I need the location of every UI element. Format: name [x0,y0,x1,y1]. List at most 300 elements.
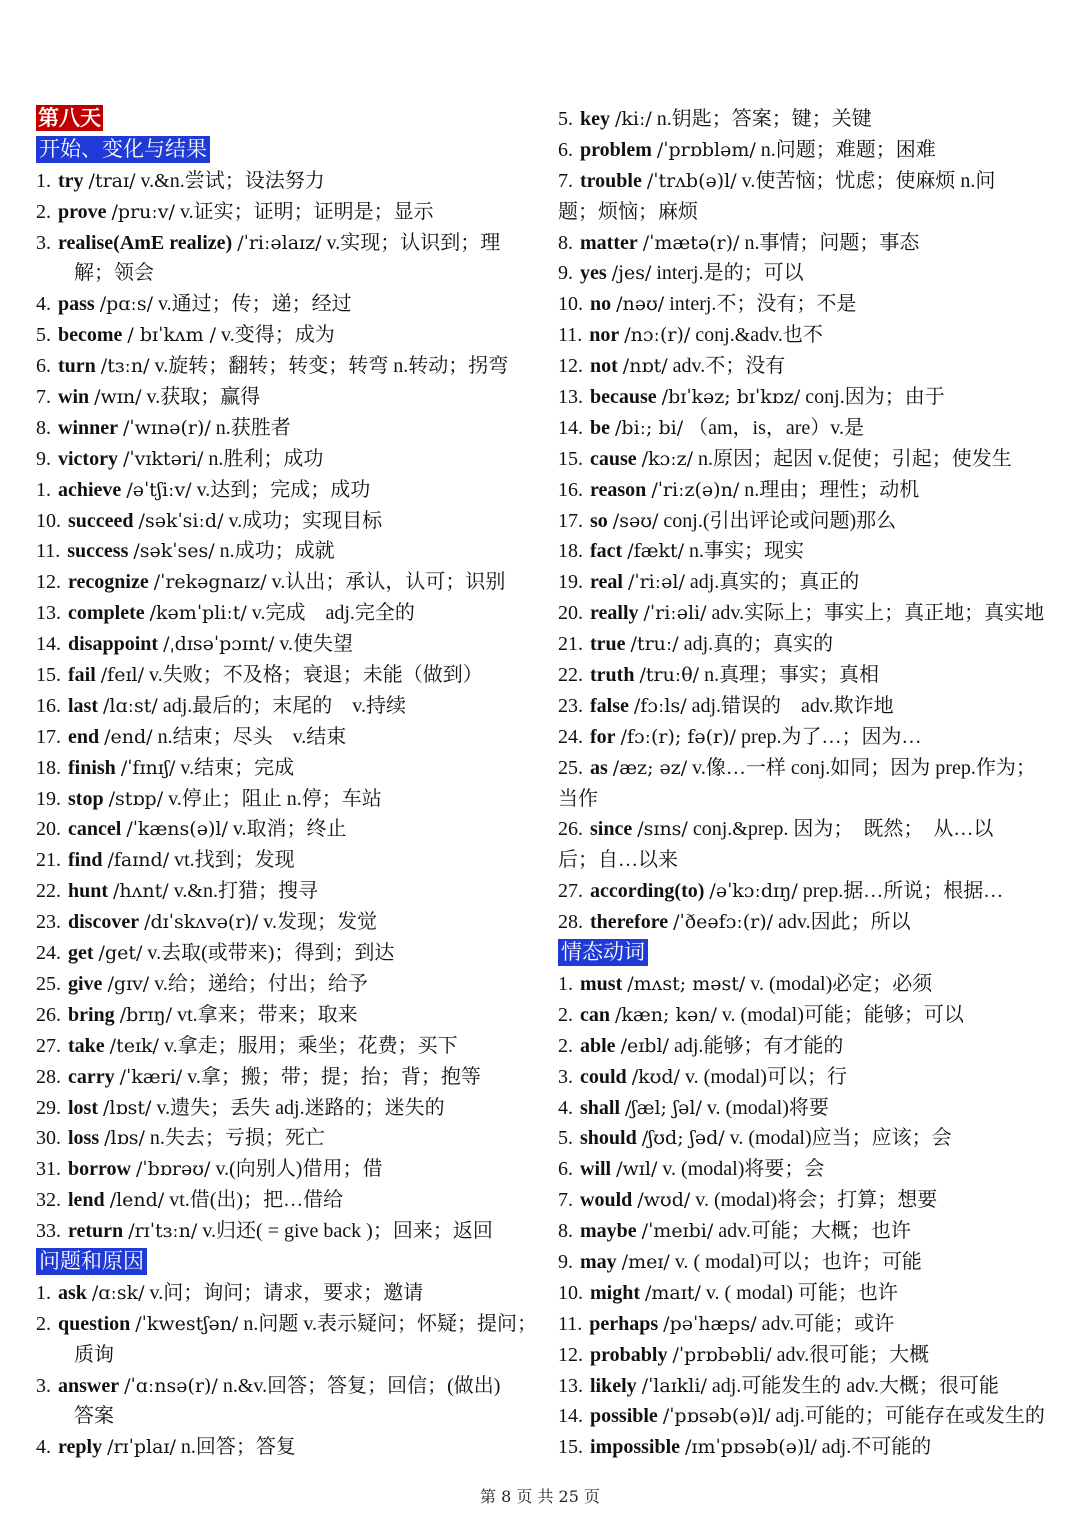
definition: （am，is，are）v.是 [688,416,865,439]
left-column [36,104,536,1463]
phonetic: /ˈrekəgnaɪz/ [153,571,267,594]
definition: v.归还( = give back )；回来；返回 [202,1220,493,1243]
entry-number: 4. [558,1096,573,1119]
headword: victory [58,447,118,470]
definition: 后；自…以来 [558,849,678,872]
definition: v.像…一样 conj.如同；因为 prep.作为； [692,756,1036,779]
definition: n.事实；现实 [689,540,805,563]
definition: v.认出；承认，认可；识别 [271,571,506,594]
definition: n.成功；成就 [219,540,335,563]
phonetic: /rɪˈtɜːn/ [128,1220,198,1243]
definition: n.回答；答复 [180,1436,296,1459]
definition: n.结束；尽头 v.结束 [157,725,347,748]
vocab-entry [558,629,1058,660]
phonetic: /ˈriːəlaɪz/ [237,231,322,254]
vocab-entry [558,444,1058,475]
entry-number: 6. [558,1158,573,1181]
headword: matter [580,231,638,254]
headword: will [580,1158,612,1181]
definition: adj.能够；有才能的 [673,1034,844,1057]
vocab-entry-continuation [36,1340,536,1371]
vocab-entry [36,784,536,815]
phonetic: /ˈmeɪbi/ [641,1220,714,1243]
phonetic: /kiː/ [615,108,652,130]
vocab-entry [558,1216,1058,1247]
vocab-entry [36,197,536,228]
headword: maybe [580,1220,637,1243]
definition: n.原因；起因 v.促使；引起；使发生 [698,447,1012,470]
phonetic: /teɪk/ [109,1034,159,1057]
headword: nor [589,324,620,347]
vocab-entry [36,1123,536,1154]
phonetic: /ɪmˈpɒsəb(ə)l/ [685,1436,817,1459]
vocab-entry [558,1154,1058,1185]
entry-number: 1. [36,169,51,192]
phonetic: /mʌst; məst/ [627,972,746,995]
phonetic: /lɒs/ [104,1127,145,1150]
phonetic: /pɑːs/ [99,293,153,316]
vocab-entry [36,1000,536,1031]
phonetic: /kɔːz/ [641,447,694,470]
entry-number: 23. [558,694,583,717]
entry-number: 26. [36,1003,61,1026]
phonetic: /wɪn/ [94,386,142,409]
vocab-entry-continuation [36,258,536,289]
vocab-entry [558,506,1058,537]
definition: v.获取；赢得 [146,386,261,409]
entry-number: 18. [36,756,61,779]
definition: conj.因为；由于 [805,386,945,409]
definition: interj.不；没有；不是 [669,293,857,316]
entry-number: 8. [558,1220,573,1243]
headword: so [590,509,608,532]
phonetic: /ˈpɒsəb(ə)l/ [662,1405,771,1428]
definition: v.遗失；丢失 adj.迷路的；迷失的 [156,1096,445,1119]
vocab-entry [36,567,536,598]
headword: end [68,725,100,748]
headword: no [590,293,612,316]
entry-number: 3. [36,231,51,254]
definition: adv.因此；所以 [778,911,911,934]
headword: bring [68,1003,115,1026]
headword: give [68,972,103,995]
headword: reply [58,1436,103,1459]
entry-number: 5. [558,108,573,130]
vocab-entry [558,1371,1058,1402]
vocab-entry [36,1062,536,1093]
phonetic: /əˈkɔːdɪŋ/ [709,880,798,903]
definition: n.理由；理性；动机 [744,478,920,501]
definition: v.变得；成为 [221,324,335,347]
entry-number: 4. [36,1436,51,1459]
phonetic: /jes/ [611,262,652,285]
definition: vt.找到；发现 [174,849,295,872]
vocab-entry-continuation [558,845,1058,876]
vocab-entry [558,567,1058,598]
headword: might [590,1281,640,1304]
vocab-list-questions-reasons [36,1278,536,1463]
phonetic: /fɔː(r); fə(r)/ [620,725,736,748]
definition: adj.真实的；真正的 [689,571,860,594]
definition: v.实现；认识到；理 [326,231,501,254]
entry-number: 12. [558,355,583,378]
headword: can [580,1003,610,1026]
headword: truth [590,664,635,687]
definition: conj.&adv.也不 [695,324,823,347]
headword: key [580,108,610,130]
entry-number: 31. [36,1158,61,1181]
entry-number: 19. [36,787,61,810]
vocab-entry [36,969,536,1000]
definition: v.取消；终止 [232,818,347,841]
entry-number: 6. [558,138,573,161]
section-heading-row [36,1247,536,1278]
definition: v.达到；完成；成功 [196,478,371,501]
phonetic: /fækt/ [627,540,685,563]
phonetic: /lɑːst/ [103,694,158,717]
phonetic: /gɪv/ [107,972,150,995]
vocab-entry [558,1247,1058,1278]
vocab-entry [36,1031,536,1062]
entry-number: 18. [558,540,583,563]
headword: realise(AmE realize) [58,231,233,254]
definition: v.结束；完成 [180,756,295,779]
headword: perhaps [589,1312,659,1335]
phonetic: /ˈðeəfɔː(r)/ [673,911,774,934]
headword: turn [58,355,96,378]
phonetic: /pəˈhæps/ [663,1312,757,1335]
entry-number: 10. [558,293,583,316]
headword: last [68,694,98,717]
vocab-entry [36,814,536,845]
phonetic: /lend/ [109,1189,165,1212]
phonetic: /ˈtrʌb(ə)l/ [646,169,737,192]
vocab-entry [558,691,1058,722]
phonetic: /ˈfɪnɪʃ/ [120,756,176,779]
phonetic: /səkˈsiːd/ [138,509,224,532]
vocab-entry [36,1093,536,1124]
definition: prep.据…所说；根据… [802,880,1004,903]
phonetic: /ˈwɪnə(r)/ [123,416,211,439]
definition: n.&v.回答；答复；回信；(做出) [222,1374,501,1397]
definition: 答案 [74,1405,114,1428]
headword: really [590,602,639,625]
headword: become [58,324,123,347]
headword: impossible [590,1436,681,1459]
phonetic: /ˈlaɪkli/ [641,1374,707,1397]
vocab-entry [558,475,1058,506]
definition: v.使苦恼；忧虑；使麻烦 n.问 [741,169,996,192]
entry-number: 2. [558,1034,573,1057]
entry-number: 29. [36,1096,61,1119]
phonetic: /maɪt/ [645,1281,701,1304]
entry-number: 7. [558,1189,573,1212]
headword: may [580,1250,617,1273]
section-heading-row [36,135,536,166]
definition: n.问题 v.表示疑问；怀疑；提问； [243,1312,538,1335]
phonetic: /faɪnd/ [107,849,170,872]
entry-number: 7. [558,169,573,192]
entry-number: 23. [36,911,61,934]
headword: borrow [68,1158,131,1181]
entry-number: 2. [558,1003,573,1026]
definition: v.完成 adj.完全的 [251,602,415,625]
headword: lost [68,1096,98,1119]
definition: v.问；询问；请求，要求；邀请 [149,1281,424,1304]
vocab-entry [36,1309,536,1340]
headword: take [68,1034,105,1057]
phonetic: /brɪŋ/ [119,1003,173,1026]
phonetic: /kəmˈpliːt/ [149,602,247,625]
definition: adv.可能；或许 [761,1312,895,1335]
headword: probably [590,1343,668,1366]
entry-number: 7. [36,386,51,409]
entry-number: 25. [36,972,61,995]
phonetic: /nɔː(r)/ [624,324,691,347]
definition: adj.错误的 adv.欺诈地 [691,694,894,717]
headword: cause [590,447,637,470]
definition: v. (modal)将要 [706,1096,829,1119]
vocab-entry [558,536,1058,567]
entry-number: 5. [36,324,51,347]
phonetic: /ˈkwestʃən/ [135,1312,239,1335]
phonetic: /səʊ/ [612,509,659,532]
entry-number: 27. [558,880,583,903]
definition: v. ( modal) 可能；也许 [705,1281,898,1304]
definition: v.停止；阻止 n.停；车站 [168,787,382,810]
phonetic: /sɪns/ [637,818,688,841]
definition: vt.借(出)；把…借给 [169,1189,344,1212]
entry-number: 24. [36,942,61,965]
headword: cancel [68,818,122,841]
headword: achieve [58,478,122,501]
section-title-modal-verbs: 情态动词 [558,939,648,966]
headword: not [590,355,618,378]
definition: v. (modal)将要；会 [662,1158,825,1181]
definition: 解；领会 [74,262,154,285]
entry-number: 22. [558,664,583,687]
entry-number: 24. [558,725,583,748]
phonetic: /biː; bi/ [615,416,684,439]
phonetic: /stɒp/ [108,787,164,810]
entry-number: 1. [36,478,51,501]
vocab-entry [558,1185,1058,1216]
headword: win [58,386,90,409]
entry-number: 1. [36,1281,51,1304]
vocab-entry [558,1309,1058,1340]
vocab-entry [558,413,1058,444]
phonetic: /wɪl/ [616,1158,658,1181]
phonetic: /bɪˈkəz; bɪˈkɒz/ [661,386,801,409]
phonetic: /wʊd/ [637,1189,691,1212]
definition: v.给；递给；付出；给予 [154,972,368,995]
entry-number: 4. [36,293,51,316]
definition: v.(向别人)借用；借 [215,1158,383,1181]
definition: n.真理；事实；真相 [704,664,880,687]
definition: 题；烦恼；麻烦 [558,200,698,223]
phonetic: /ˈɑːnsə(r)/ [124,1374,218,1397]
day-title: 第八天 [38,106,101,130]
vocab-entry [36,598,536,629]
phonetic: /traɪ/ [88,169,136,192]
headword: therefore [590,911,669,934]
entry-number: 6. [36,355,51,378]
phonetic: /get/ [98,942,143,965]
vocab-entry [558,1062,1058,1093]
phonetic: /ˈriːəli/ [643,602,707,625]
vocab-entry [558,1093,1058,1124]
vocab-entry [36,228,536,259]
entry-number: 15. [558,1436,583,1459]
vocab-entry [558,320,1058,351]
phonetic: /ʃʊd; ʃəd/ [641,1127,725,1150]
headword: because [590,386,657,409]
definition: adj.可能的；可能存在或发生的 [775,1405,1045,1428]
phonetic: /ʃæl; ʃəl/ [625,1096,702,1119]
vocab-list-start-change-result [36,166,536,1247]
entry-number: 11. [36,540,61,563]
entry-number: 16. [558,478,583,501]
headword: success [67,540,129,563]
headword: finish [68,756,116,779]
entry-number: 15. [36,664,61,687]
headword: for [590,725,616,748]
page-number-footer: 第 8 页 共 25 页 [480,1487,600,1506]
definition: v. (modal)将会；打算；想要 [695,1189,938,1212]
entry-number: 21. [558,633,583,656]
vocab-entry [36,1371,536,1402]
entry-number: 10. [558,1281,583,1304]
definition: v. ( modal)可以；也许；可能 [674,1250,922,1273]
entry-number: 5. [558,1127,573,1150]
phonetic: /æz; əz/ [612,756,688,779]
entry-number: 20. [558,602,583,625]
definition: conj.&prep. 因为； 既然； 从…以 [692,818,994,841]
headword: discover [68,911,140,934]
entry-number: 9. [558,1250,573,1273]
definition: conj.(引出评论或问题)那么 [663,509,897,532]
definition: n.钥匙；答案；键；关键 [656,108,872,130]
vocab-list-questions-reasons-continued [558,104,1058,938]
vocab-entry [36,475,536,506]
headword: yes [580,262,607,285]
definition: vt.拿来；带来；取来 [177,1003,358,1026]
headword: answer [58,1374,120,1397]
headword: recognize [68,571,149,594]
vocab-entry [558,104,1058,135]
definition: adj.最后的；末尾的 v.持续 [162,694,406,717]
vocab-entry [36,536,536,567]
vocab-entry [558,1401,1058,1432]
phonetic: /səkˈses/ [133,540,215,563]
entry-number: 25. [558,756,583,779]
headword: lend [68,1189,105,1212]
vocab-entry [558,1278,1058,1309]
phonetic: /lɒst/ [103,1096,152,1119]
definition: v.通过；传；递；经过 [157,293,352,316]
vocab-entry [36,289,536,320]
phonetic: /tɜːn/ [100,355,150,378]
vocab-entry [558,166,1058,197]
entry-number: 15. [558,447,583,470]
headword: carry [68,1065,115,1088]
definition: v.拿；搬；带；提；抬；背；抱等 [187,1065,481,1088]
headword: fact [590,540,623,563]
phonetic: /ˈvɪktəri/ [122,447,204,470]
phonetic: /end/ [104,725,153,748]
headword: hunt [68,880,109,903]
vocab-entry [36,1216,536,1247]
entry-number: 17. [558,509,583,532]
phonetic: /ˈprɒbəbli/ [672,1343,772,1366]
definition: adj.不可能的 [821,1436,932,1459]
section-title-questions-reasons: 问题和原因 [36,1248,147,1275]
definition: v.&n.尝试；设法努力 [140,169,325,192]
phonetic: /ˈprɒbləm/ [656,138,756,161]
headword: shall [580,1096,621,1119]
headword: according(to) [590,880,705,903]
vocab-entry [558,1340,1058,1371]
vocab-entry [36,1432,536,1463]
definition: interj.是的；可以 [656,262,804,285]
vocab-entry [36,938,536,969]
phonetic: /eɪbl/ [620,1034,669,1057]
phonetic: /ɑːsk/ [91,1281,145,1304]
entry-number: 32. [36,1189,61,1212]
headword: try [58,169,84,192]
definition: adv.实际上；事实上；真正地；真实地 [711,602,1045,625]
vocab-entry [558,660,1058,691]
entry-number: 28. [558,911,583,934]
phonetic: /dɪˈskʌvə(r)/ [144,911,259,934]
entry-number: 14. [558,1405,583,1428]
definition: prep.为了…；因为… [740,725,922,748]
headword: should [580,1127,637,1150]
definition: v. (modal)可能；能够；可以 [721,1003,964,1026]
entry-number: 19. [558,571,583,594]
vocab-entry [36,1185,536,1216]
phonetic: /əˈtʃiːv/ [126,478,192,501]
vocab-entry [558,969,1058,1000]
headword: stop [68,787,104,810]
vocab-entry [36,382,536,413]
entry-number: 13. [558,386,583,409]
phonetic: /ˈbɒrəʊ/ [135,1158,211,1181]
vocab-entry [36,629,536,660]
headword: loss [68,1127,100,1150]
vocab-entry [558,382,1058,413]
entry-number: 8. [36,416,51,439]
vocab-entry [558,814,1058,845]
headword: question [58,1312,131,1335]
entry-number: 12. [558,1343,583,1366]
entry-number: 33. [36,1220,61,1243]
phonetic: /feɪl/ [100,664,145,687]
phonetic: /meɪ/ [621,1250,670,1273]
headword: false [590,694,629,717]
vocab-entry [36,506,536,537]
definition: 质询 [74,1343,114,1366]
phonetic: /ˈkæri/ [119,1065,183,1088]
entry-number: 30. [36,1127,61,1150]
phonetic: /truː/ [630,633,679,656]
definition: n.失去；亏损；死亡 [149,1127,325,1150]
section-heading-row [558,938,1058,969]
vocab-entry [558,1000,1058,1031]
entry-number: 27. [36,1034,61,1057]
entry-number: 20. [36,818,61,841]
definition: adv.可能；大概；也许 [718,1220,911,1243]
